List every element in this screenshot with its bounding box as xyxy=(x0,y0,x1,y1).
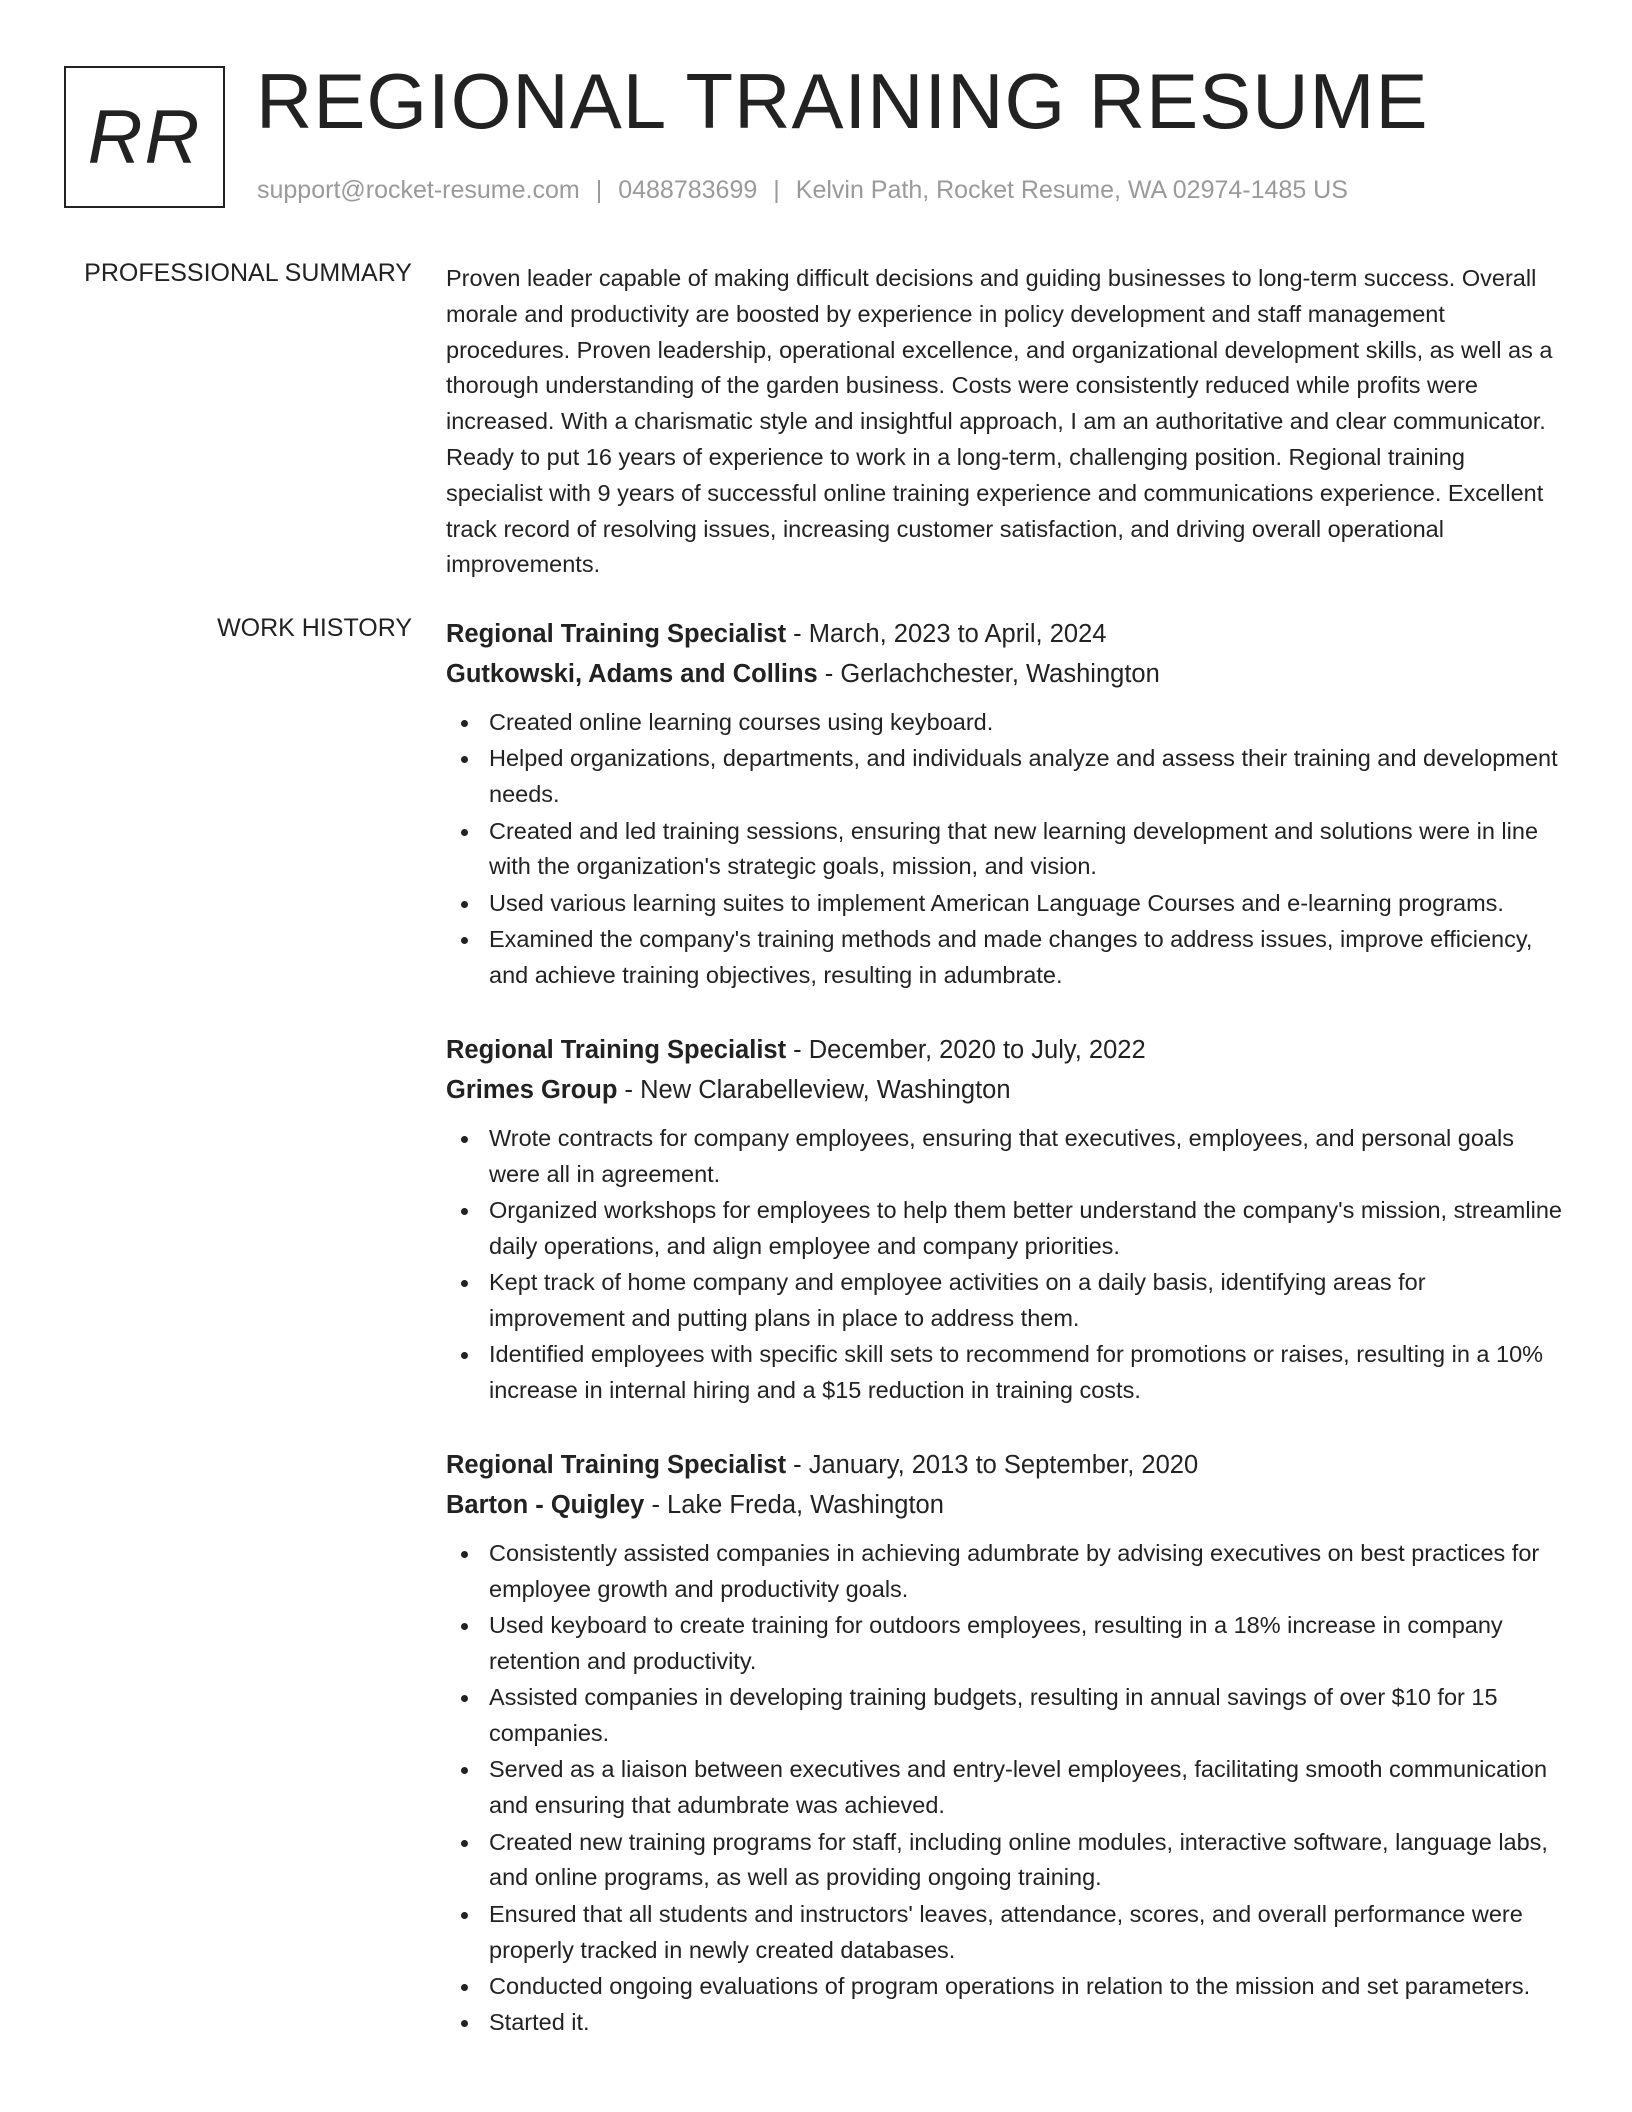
job-location: - New Clarabelleview, Washington xyxy=(617,1075,1011,1104)
job-bullet-list xyxy=(446,705,1566,994)
job-bullet-list xyxy=(446,1121,1566,1409)
job-location: - Gerlachchester, Washington xyxy=(817,660,1160,688)
job-dates: - January, 2013 to September, 2020 xyxy=(786,1450,1199,1479)
professional-summary-text: Proven leader capable of making difficult decisions and guiding businesses to long-term success. Overall morale and productivity are boosted by experience in policy development and staff management procedures. Proven leadership, operational excellence, and organizational development skills, as well as a thorough understanding of the garden business. Costs were consistently reduced while profits were increased. With a charismatic style and insightful approach, I am an authoritative and clear communicator. Ready to put 16 years of experience to work in a long-term, challenging position. Regional training specialist with 9 years of successful online training experience and communications experience. Excellent track record of resolving issues, increasing customer satisfaction, and driving overall operational improvements. xyxy=(446,265,1553,578)
job-bullet xyxy=(446,1608,1566,1680)
job-title-line xyxy=(446,1030,1566,1070)
job-bullet xyxy=(446,1897,1566,1969)
bullet-dot-icon xyxy=(461,1912,468,1919)
work-history-list xyxy=(446,614,1566,2077)
contact-address: Kelvin Path, Rocket Resume, WA 02974-1485 US xyxy=(795,176,1348,204)
monogram-logo: RR xyxy=(64,66,225,208)
job-company-line xyxy=(446,1070,1566,1110)
job-company: Gutkowski, Adams and Collins xyxy=(446,660,818,688)
job-bullet-text: Consistently assisted companies in achieving adumbrate by advising executives on best practices for employee growth and productivity goals. xyxy=(489,1539,1540,1602)
job-bullet xyxy=(446,705,1566,741)
job-dates: - March, 2023 to April, 2024 xyxy=(786,620,1107,648)
section-label-professional-summary: PROFESSIONAL SUMMARY xyxy=(84,259,412,287)
bullet-dot-icon xyxy=(461,756,468,763)
job-title-line xyxy=(446,1445,1566,1485)
section-label-work-history: WORK HISTORY xyxy=(217,614,412,642)
job-bullet xyxy=(446,2005,1566,2041)
job-bullet-text: Helped organizations, departments, and individuals analyze and assess their training and development needs. xyxy=(489,745,1558,808)
bullet-dot-icon xyxy=(461,1623,468,1630)
job-title: Regional Training Specialist xyxy=(446,1035,787,1064)
bullet-dot-icon xyxy=(461,1551,468,1558)
bullet-dot-icon xyxy=(461,901,468,908)
job-title: Regional Training Specialist xyxy=(446,620,787,648)
job-bullet-text: Examined the company's training methods and made changes to address issues, improve efficiency, and achieve training objectives, resulting in adumbrate. xyxy=(489,926,1533,988)
job-bullet-text: Used keyboard to create training for outdoors employees, resulting in a 18% increase in company retention and productivity. xyxy=(489,1612,1503,1674)
job-bullet-list xyxy=(446,1536,1566,2041)
job-bullet xyxy=(446,1680,1566,1752)
job-company: Grimes Group xyxy=(446,1075,618,1104)
job-entry xyxy=(446,614,1566,994)
contact-separator: | xyxy=(595,176,603,204)
job-entry xyxy=(446,1445,1566,2041)
job-company: Barton - Quigley xyxy=(446,1490,645,1519)
job-bullet xyxy=(446,741,1566,813)
bullet-dot-icon xyxy=(461,1840,468,1847)
bullet-dot-icon xyxy=(461,1352,468,1359)
bullet-dot-icon xyxy=(461,1136,468,1143)
job-bullet-text: Started it. xyxy=(489,2009,590,2036)
job-bullet xyxy=(446,814,1566,886)
bullet-dot-icon xyxy=(461,1208,468,1215)
job-bullet-text: Wrote contracts for company employees, ensuring that executives, employees, and personal goals were all in agreement. xyxy=(489,1124,1514,1187)
job-bullet xyxy=(446,1825,1566,1897)
job-bullet-text: Kept track of home company and employee activities on a daily basis, identifying areas for improvement and putting plans in place to address them. xyxy=(489,1269,1426,1331)
job-bullet-text: Created new training programs for staff, including online modules, interactive software, language labs, and online programs, as well as providing ongoing training. xyxy=(489,1828,1548,1891)
bullet-dot-icon xyxy=(461,1695,468,1702)
job-entry xyxy=(446,1030,1566,1409)
job-bullet-text: Identified employees with specific skill sets to recommend for promotions or raises, resulting in a 10% increase in internal hiring and a $15 reduction in training costs. xyxy=(489,1341,1544,1404)
job-title-line xyxy=(446,614,1566,654)
job-bullet xyxy=(446,886,1566,922)
bullet-dot-icon xyxy=(461,829,468,836)
bullet-dot-icon xyxy=(461,937,468,944)
job-bullet-text: Served as a liaison between executives and entry-level employees, facilitating smooth communication and ensuring that adumbrate was achieved. xyxy=(489,1756,1548,1819)
job-bullet xyxy=(446,922,1566,994)
contact-line xyxy=(257,176,1348,205)
job-bullet-text: Assisted companies in developing training budgets, resulting in annual savings of over $10 for 15 companies. xyxy=(489,1684,1498,1747)
job-bullet-text: Ensured that all students and instructors' leaves, attendance, scores, and overall performance were properly tracked in newly created databases. xyxy=(489,1900,1523,1963)
job-company-line xyxy=(446,1485,1566,1525)
contact-email[interactable]: support@rocket-resume.com xyxy=(257,176,580,204)
job-bullet xyxy=(446,1536,1566,1608)
job-company-line xyxy=(446,654,1566,694)
bullet-dot-icon xyxy=(461,2020,468,2027)
resume-title: REGIONAL TRAINING RESUME xyxy=(256,57,1429,145)
job-dates: - December, 2020 to July, 2022 xyxy=(786,1035,1146,1064)
job-bullet xyxy=(446,1265,1566,1337)
job-bullet xyxy=(446,1752,1566,1824)
bullet-dot-icon xyxy=(461,1984,468,1991)
job-location: - Lake Freda, Washington xyxy=(644,1490,944,1519)
job-bullet-text: Used various learning suites to implement American Language Courses and e-learning programs. xyxy=(489,889,1504,916)
job-bullet-text: Created online learning courses using keyboard. xyxy=(489,709,994,735)
contact-separator: | xyxy=(773,176,780,204)
job-bullet-text: Conducted ongoing evaluations of program operations in relation to the mission and set parameters. xyxy=(489,1973,1531,2000)
job-title: Regional Training Specialist xyxy=(446,1450,787,1479)
job-bullet xyxy=(446,1337,1566,1409)
bullet-dot-icon xyxy=(461,1280,468,1287)
contact-phone[interactable]: 0488783699 xyxy=(618,176,758,204)
job-bullet xyxy=(446,1969,1566,2005)
job-bullet xyxy=(446,1121,1566,1193)
job-bullet xyxy=(446,1193,1566,1265)
job-bullet-text: Created and led training sessions, ensuring that new learning development and solutions were in line with the organization's strategic goals, mission, and vision. xyxy=(489,817,1539,880)
job-bullet-text: Organized workshops for employees to help them better understand the company's mission, streamline daily operations, and align employee and company priorities. xyxy=(489,1196,1562,1259)
bullet-dot-icon xyxy=(461,1767,468,1774)
bullet-dot-icon xyxy=(461,720,468,727)
